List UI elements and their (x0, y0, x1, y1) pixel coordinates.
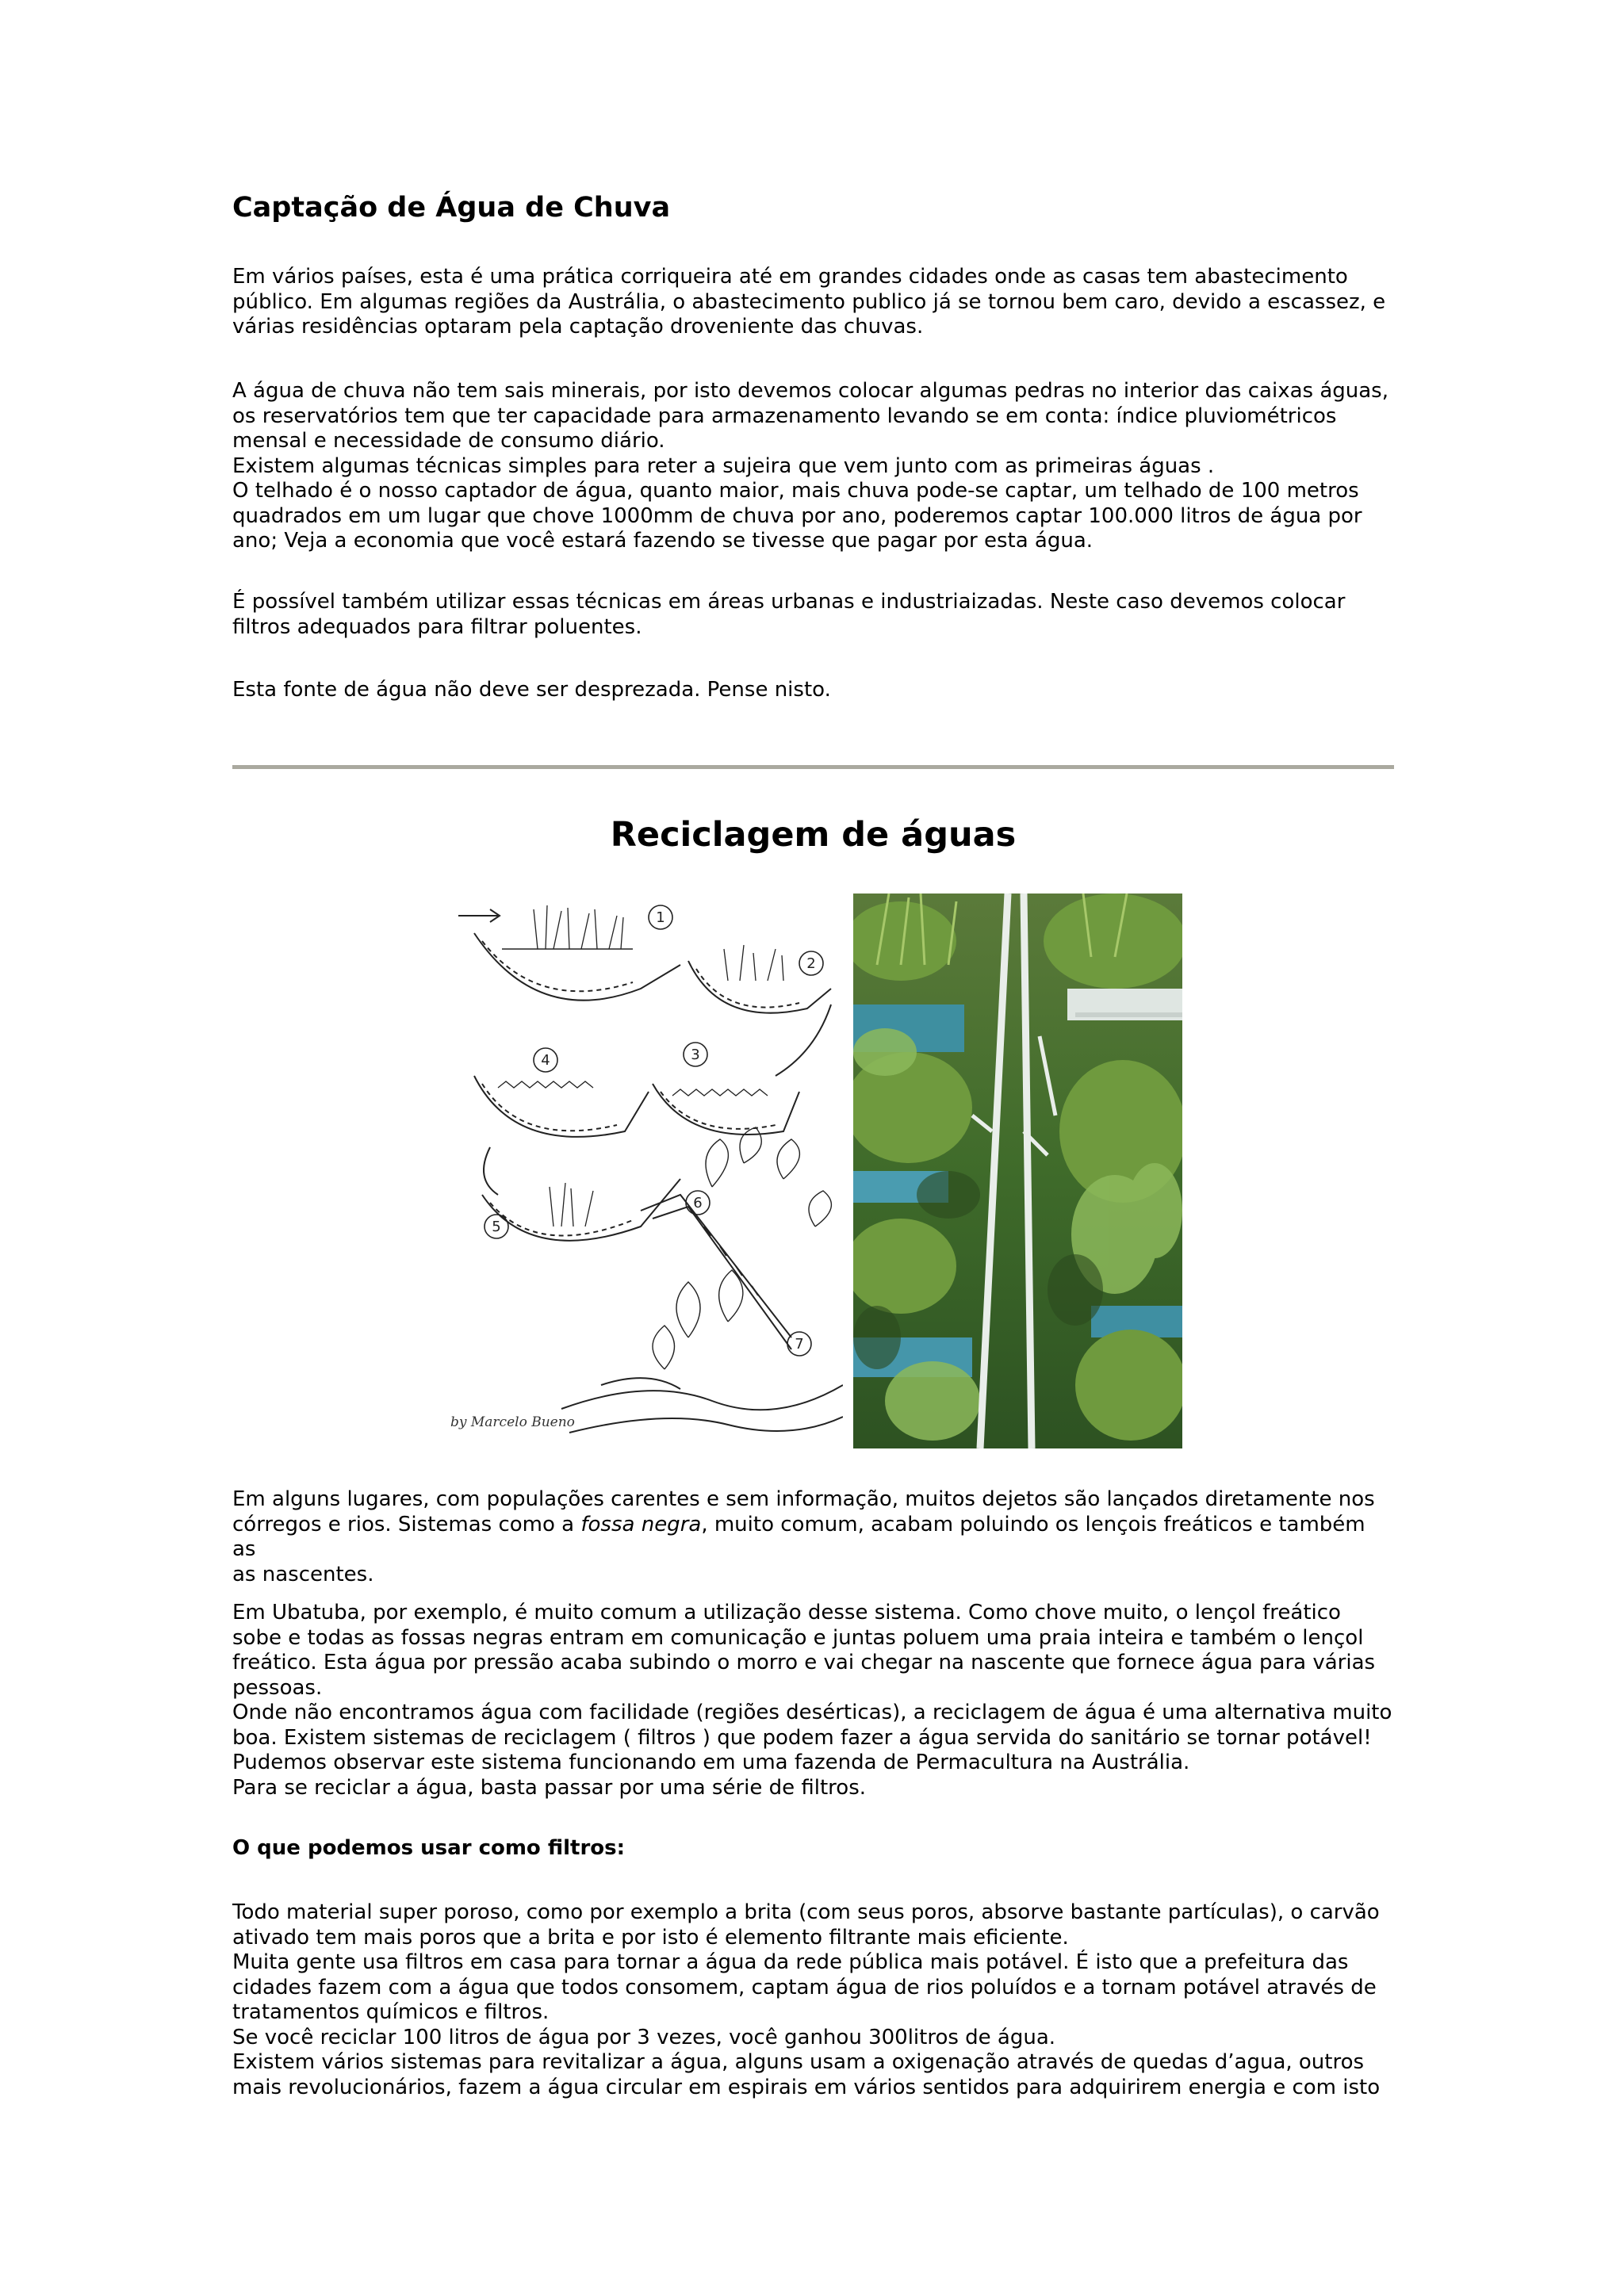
text-line: O telhado é o nosso captador de água, quanto maior, mais chuva pode-se captar, um telhado de 100 metros (232, 479, 1359, 503)
sketch-number: 6 (693, 1195, 703, 1211)
sketch-signature: by Marcelo Bueno (450, 1414, 575, 1430)
paragraph-urban-use (232, 590, 1394, 640)
text-line: cidades fazem com a água que todos consomem, captam água de rios poluídos e a tornam potável através de (232, 1975, 1377, 1999)
paragraph-rainwater-intro (232, 265, 1394, 340)
text-line: quadrados em um lugar que chove 1000mm de chuva por ano, poderemos captar 100.000 litros de água por (232, 503, 1362, 528)
text-segment: córregos e rios. Sistemas como a (232, 1512, 581, 1536)
sketch-number: 3 (691, 1047, 700, 1063)
text-line: pessoas. (232, 1675, 323, 1700)
text-line: público. Em algumas regiões da Austrália, o abastecimento publico já se tornou bem caro, devido a escassez, e (232, 289, 1386, 314)
section-title-recycling: Reciclagem de águas (610, 815, 1017, 855)
text-line: Em alguns lugares, com populações carentes e sem informação, muitos dejetos são lançados diretamente nos (232, 1487, 1375, 1511)
recycling-garden-photo (853, 894, 1182, 1448)
text-line (232, 1513, 1394, 1563)
text-line: mensal e necessidade de consumo diário. (232, 429, 665, 453)
sketch-number: 2 (806, 955, 816, 972)
text-line: Existem vários sistemas para revitalizar a água, alguns usam a oxigenação através de quedas d’agua, outros (232, 2050, 1365, 2074)
text-line: Em vários países, esta é uma prática corriqueira até em grandes cidades onde as casas tem abastecimento (232, 265, 1348, 289)
paragraph-conclusion (232, 678, 1394, 703)
text-line: Onde não encontramos água com facilidade (regiões desérticas), a reciclagem de água é uma alternativa muito (232, 1701, 1392, 1724)
text-line: tratamentos químicos e filtros. (232, 2000, 550, 2024)
text-line: Muita gente usa filtros em casa para tornar a água da rede pública mais potável. É isto que a prefeitura das (232, 1950, 1349, 1974)
text-line: Em Ubatuba, por exemplo, é muito comum a utilização desse sistema. Como chove muito, o lençol freático (232, 1601, 1341, 1624)
text-line: sobe e todas as fossas negras entram em comunicação e juntas poluem uma praia inteira e também o lençol (232, 1625, 1364, 1650)
paragraph-ubatuba (232, 1601, 1394, 1800)
paragraph-rainwater-storage (232, 379, 1394, 554)
horizontal-divider (232, 765, 1394, 769)
text-line: várias residências optaram pela captação droveniente das chuvas. (232, 315, 924, 339)
text-line: as nascentes. (232, 1562, 374, 1586)
text-line: mais revolucionários, fazem a água circular em espirais em vários sentidos para adquirirem energia e com isto (232, 2075, 1381, 2099)
text-segment: , muito comum, acabam poluindo os lençois freáticos e também as (232, 1512, 1365, 1561)
recycling-sketch-illustration (442, 894, 843, 1448)
text-line: freático. Esta água por pressão acaba subindo o morro e vai chegar na nascente que fornece água para várias (232, 1651, 1376, 1674)
sketch-number: 7 (795, 1336, 804, 1353)
text-line: filtros adequados para filtrar poluentes. (232, 614, 642, 639)
section-title-rainwater: Captação de Água de Chuva (232, 192, 671, 224)
text-line: Existem algumas técnicas simples para reter a sujeira que vem junto com as primeiras águas . (232, 453, 1215, 478)
sketch-number: 1 (656, 909, 665, 926)
text-line: Esta fonte de água não deve ser desprezada. Pense nisto. (232, 678, 831, 702)
text-line: boa. Existem sistemas de reciclagem ( filtros ) que podem fazer a água servida do sanitário se tornar potável! (232, 1725, 1372, 1750)
emphasis-fossa-negra: fossa negra (580, 1512, 702, 1536)
subheading-filters: O que podemos usar como filtros: (232, 1836, 626, 1860)
text-line: ativado tem mais poros que a brita e por isto é elemento filtrante mais eficiente. (232, 1925, 1069, 1950)
text-line: A água de chuva não tem sais minerais, por isto devemos colocar algumas pedras no interior das caixas águas, (232, 379, 1388, 403)
sketch-number: 4 (541, 1052, 550, 1069)
text-line: os reservatórios tem que ter capacidade para armazenamento levando se em conta: índice pluviométricos (232, 404, 1337, 428)
sketch-number: 5 (492, 1219, 501, 1235)
paragraph-pollution (232, 1487, 1394, 1587)
text-line: Para se reciclar a água, basta passar por uma série de filtros. (232, 1775, 867, 1800)
text-line: Se você reciclar 100 litros de água por 3 vezes, você ganhou 300litros de água. (232, 2025, 1056, 2049)
paragraph-filters (232, 1900, 1394, 2100)
text-line: Todo material super poroso, como por exemplo a brita (com seus poros, absorve bastante partículas), o carvão (232, 1900, 1380, 1924)
text-line: ano; Veja a economia que você estará fazendo se tivesse que pagar por esta água. (232, 529, 1094, 553)
text-line: É possível também utilizar essas técnicas em áreas urbanas e industriaizadas. Neste caso devemos colocar (232, 590, 1346, 614)
text-line: Pudemos observar este sistema funcionando em uma fazenda de Permacultura na Austrália. (232, 1751, 1190, 1774)
